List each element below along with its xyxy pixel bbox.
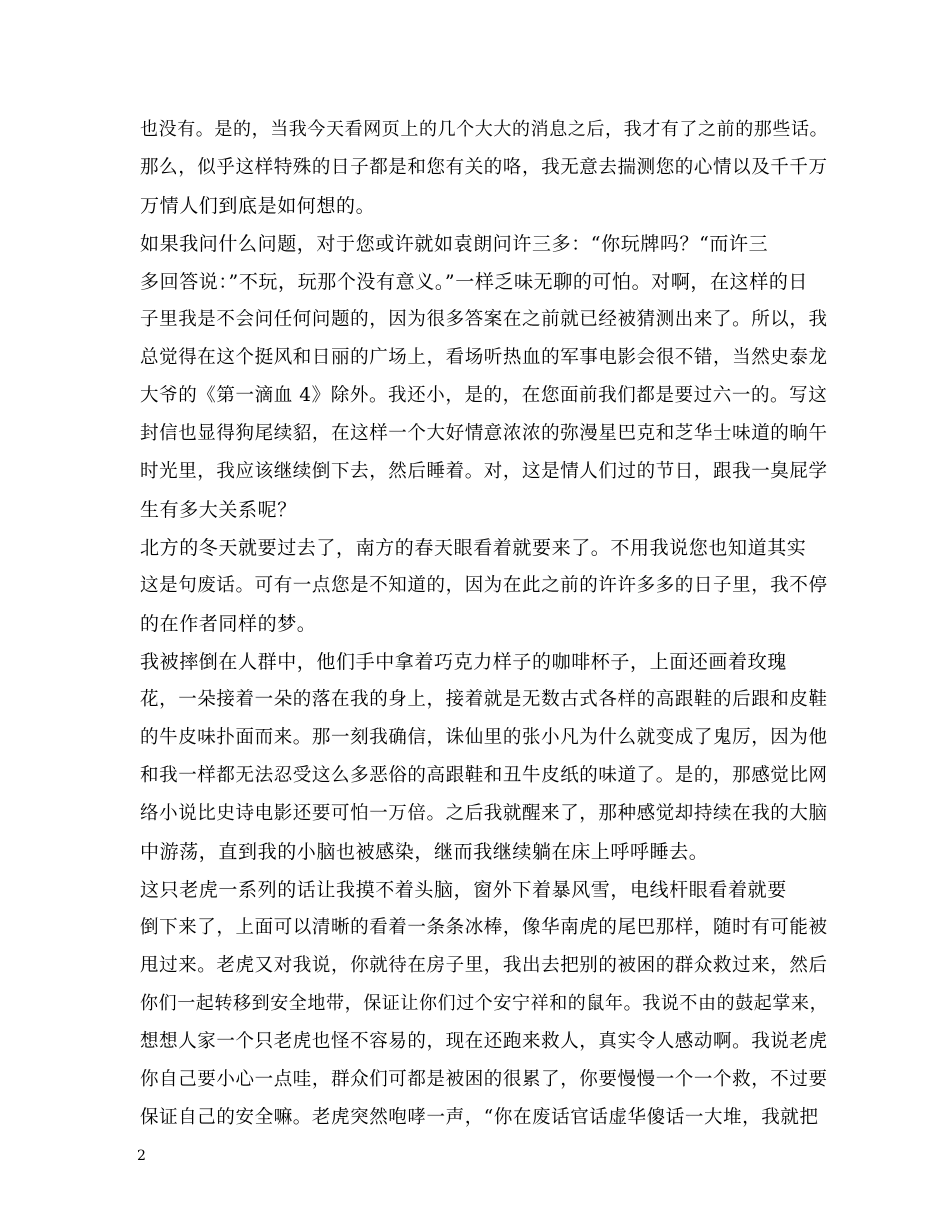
text-line: 你自己要小心一点哇，群众们可都是被困的很累了，你要慢慢一个一个救，不过要 [140, 1069, 828, 1090]
text-line: 这只老虎一系列的话让我摸不着头脑，窗外下着暴风雪，电线杆眼看着就要 [140, 879, 787, 901]
text-line: 你们一起转移到安全地带，保证让你们过个安宁祥和的鼠年。我说不由的鼓起掌来， [140, 993, 829, 1014]
text-line: 中游荡，直到我的小脑也被感染，继而我继续躺在床上呼呼睡去。 [140, 841, 709, 863]
text-line: 也没有。是的，当我今天看网页上的几个大大的消息之后，我才有了之前的那些话。 [140, 119, 829, 140]
text-line: 时光里，我应该继续倒下去，然后睡着。对，这是情人们过的节日，跟我一臭屁学 [140, 461, 828, 482]
text-line: 生有多大关系呢？ [140, 499, 297, 521]
text-line: 保证自己的安全嘛。老虎突然咆哮一声，“你在废话官话虚华傻话一大堆，我就把 [140, 1107, 819, 1128]
text-line: 子里我是不会问任何问题的，因为很多答案在之前就已经被猜测出来了。所以，我 [140, 309, 828, 330]
text-line: 那么，似乎这样特殊的日子都是和您有关的咯，我无意去揣测您的心情以及千千万 [140, 157, 828, 178]
text-line: 如果我问什么问题，对于您或许就如袁朗问许三多：“你玩牌吗？“而许三 [140, 233, 769, 255]
text-line: 想想人家一个只老虎也怪不容易的，现在还跑来救人，真实令人感动啊。我说老虎 [140, 1031, 828, 1052]
text-line: 万情人们到底是如何想的。 [140, 195, 376, 217]
text-line: 大爷的《第一滴血 4》除外。我还小，是的，在您面前我们都是要过六一的。写这 [140, 385, 828, 406]
text-line: 封信也显得狗尾续貂，在这样一个大好情意浓浓的弥漫星巴克和芝华士味道的晌午 [140, 423, 828, 444]
text-line: 总觉得在这个挺风和日丽的广场上，看场听热血的军事电影会很不错，当然史泰龙 [140, 347, 828, 368]
text-line: 我被摔倒在人群中，他们手中拿着巧克力样子的咖啡杯子，上面还画着玫瑰 [140, 651, 787, 673]
text-line: 的牛皮味扑面而来。那一刻我确信，诛仙里的张小凡为什么就变成了鬼厉，因为他 [140, 727, 828, 748]
text-line: 倒下来了，上面可以清晰的看着一条条冰棒，像华南虎的尾巴那样，随时有可能被 [140, 917, 828, 938]
text-line: 多回答说：”不玩，玩那个没有意义。”一样乏味无聊的可怕。对啊，在这样的日 [140, 271, 809, 293]
text-line: 甩过来。老虎又对我说，你就待在房子里，我出去把别的被困的群众救过来，然后 [140, 955, 828, 976]
text-line: 这是句废话。可有一点您是不知道的，因为在此之前的许许多多的日子里，我不停 [140, 575, 828, 596]
text-line: 和我一样都无法忍受这么多恶俗的高跟鞋和丑牛皮纸的味道了。是的，那感觉比网 [140, 765, 828, 786]
text-line: 花，一朵接着一朵的落在我的身上，接着就是无数古式各样的高跟鞋的后跟和皮鞋 [140, 689, 828, 710]
text-line: 北方的冬天就要过去了，南方的春天眼看着就要来了。不用我说您也知道其实 [140, 537, 807, 559]
text-line: 络小说比史诗电影还要可怕一万倍。之后我就醒来了，那种感觉却持续在我的大脑 [140, 803, 828, 824]
page-number: 2 [137, 1148, 146, 1164]
text-line: 的在作者同样的梦。 [140, 613, 317, 635]
